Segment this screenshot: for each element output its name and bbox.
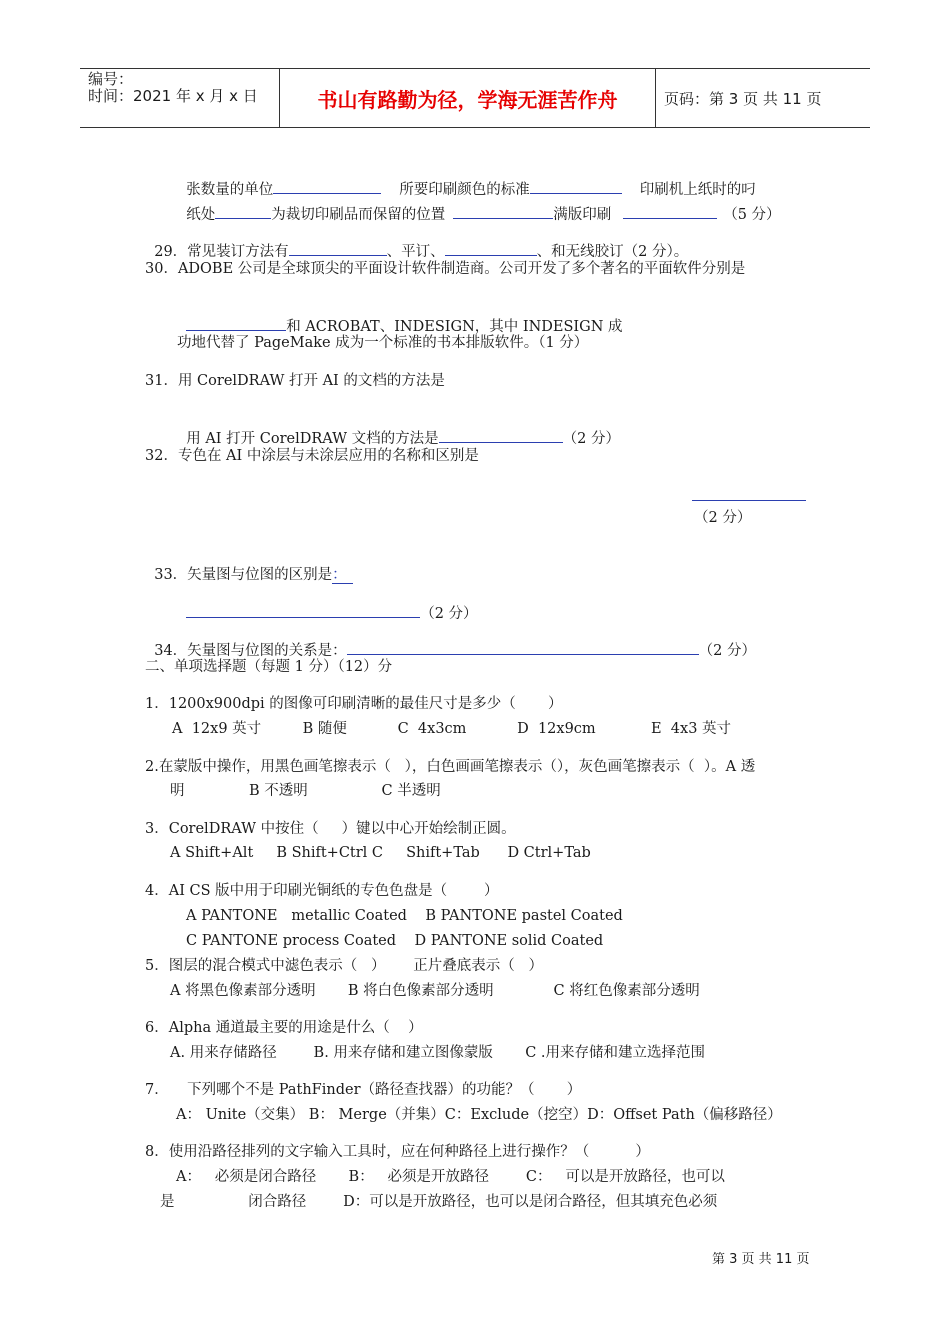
question-s5: 5．图层的混合模式中滤色表示（ ） 正片叠底表示（ ） [145, 958, 544, 974]
text: 所要印刷颜色的标准 [399, 182, 530, 198]
question-s6: 6．Alpha 通道最主要的用途是什么（ ） [145, 1020, 423, 1036]
page-header [80, 68, 870, 128]
options-s4: A PANTONE metallic Coated B PANTONE pastel Coated [186, 908, 623, 924]
options-s5: A 将黑色像素部分透明 B 将白色像素部分透明 C 将红色像素部分透明 [170, 983, 700, 999]
options-s8: 是 闭合路径 D：可以是开放路径，也可以是闭合路径，但其填充色必须 [160, 1194, 718, 1210]
text: 满版印刷 [553, 207, 612, 223]
text-line: （2 分） [694, 510, 752, 526]
text: （5 分） [723, 207, 781, 223]
options-s4: C PANTONE process Coated D PANTONE solid Coated [186, 933, 604, 949]
question-32: 32．专色在 AI 中涂层与未涂层应用的名称和区别是 [145, 448, 479, 464]
section-heading: 二、单项选择题（每题 1 分）（12）分 [145, 659, 393, 675]
text: 为裁切印刷品而保留的位置 [271, 207, 446, 223]
question-s3: 3．CorelDRAW 中按住（ ）键以中心开始绘制正圆。 [145, 821, 516, 837]
text-line [177, 296, 623, 337]
options-s7: A： Unite（交集） B： Merge（并集）C：Exclude（挖空）D：Offset Path（偏移路径） [176, 1107, 782, 1123]
page-footer: 第 3 页 共 11 页 [712, 1252, 810, 1267]
header-meta [80, 69, 280, 127]
text-line [177, 184, 781, 225]
text-line: 功地代替了 PageMake 成为一个标准的书本排版软件。（1 分） [177, 335, 589, 351]
blank [623, 204, 717, 219]
header-page-info: 页码：第 3 页 共 11 页 [664, 89, 822, 108]
options-s8: A： 必须是闭合路径 B： 必须是开放路径 C： 可以是开放路径，也可以 [176, 1169, 725, 1185]
options-s6: A. 用来存储路径 B. 用来存储和建立图像蒙版 C .用来存储和建立选择范围 [170, 1045, 706, 1061]
text: 、和无线胶订（2 分）。 [536, 244, 689, 260]
blank [289, 241, 387, 256]
text: 34．矢量图与位图的关系是： [154, 643, 347, 659]
question-31: 31．用 CorelDRAW 打开 AI 的文档的方法是 [145, 373, 445, 389]
blank [445, 241, 537, 256]
question-s7: 7． 下列哪个不是 PathFinder（路径查找器）的功能？（ ） [145, 1082, 582, 1098]
text: （2 分） [562, 431, 621, 447]
blank [439, 428, 563, 443]
question-34 [145, 620, 756, 661]
text: 和 ACROBAT、INDESIGN，其中 INDESIGN 成 [286, 319, 623, 335]
blank [692, 486, 806, 501]
text-line [177, 408, 620, 449]
text-line [177, 583, 478, 624]
options-s1: A 12x9 英寸 B 随便 C 4x3cm D 12x9cm E 4x3 英寸 [172, 721, 732, 737]
question-s1: 1．1200x900dpi 的图像可印刷清晰的最佳尺寸是多少（ ） [145, 696, 563, 712]
options-s2: 明 B 不透明 C 半透明 [170, 783, 441, 799]
time-label: 时间：2021 年 x 月 x 日 [88, 87, 258, 105]
number-label: 编号： [88, 70, 134, 88]
question-s2: 2.在蒙版中操作，用黑色画笔擦表示（ ），白色画画笔擦表示（），灰色画笔擦表示（ ）。A 透 [145, 759, 756, 775]
options-s3: A Shift+Alt B Shift+Ctrl C Shift+Tab D Ctrl+Tab [170, 845, 591, 861]
blank [186, 603, 420, 618]
text: 、平订、 [386, 244, 445, 260]
header-motto: 书山有路勤为径，学海无涯苦作舟 [280, 69, 656, 127]
question-s4: 4．AI CS 版中用于印刷光铜纸的专色色盘是（ ） [145, 883, 499, 899]
text: （2 分） [420, 606, 478, 622]
text: 用 AI 打开 CorelDRAW 文档的方法是 [186, 431, 439, 447]
question-s8: 8．使用沿路径排列的文字输入工具时，应在何种路径上进行操作？（ ） [145, 1144, 650, 1160]
blank [347, 640, 699, 655]
blank [186, 316, 286, 331]
blank: ： [332, 567, 353, 584]
text: 纸处 [186, 207, 216, 223]
text: 张数量的单位 [186, 182, 274, 198]
text: 29．常见装订方法有 [154, 244, 289, 260]
blank [215, 204, 271, 219]
question-33 [145, 545, 353, 585]
question-30: 30．ADOBE 公司是全球顶尖的平面设计软件制造商。公司开发了多个著名的平面软件分别是 [145, 261, 746, 277]
text: 印刷机上纸时的叼 [639, 182, 756, 198]
blank [453, 204, 553, 219]
question-29 [145, 221, 688, 262]
text: 33．矢量图与位图的区别是 [154, 567, 333, 583]
text: （2 分） [698, 643, 757, 659]
